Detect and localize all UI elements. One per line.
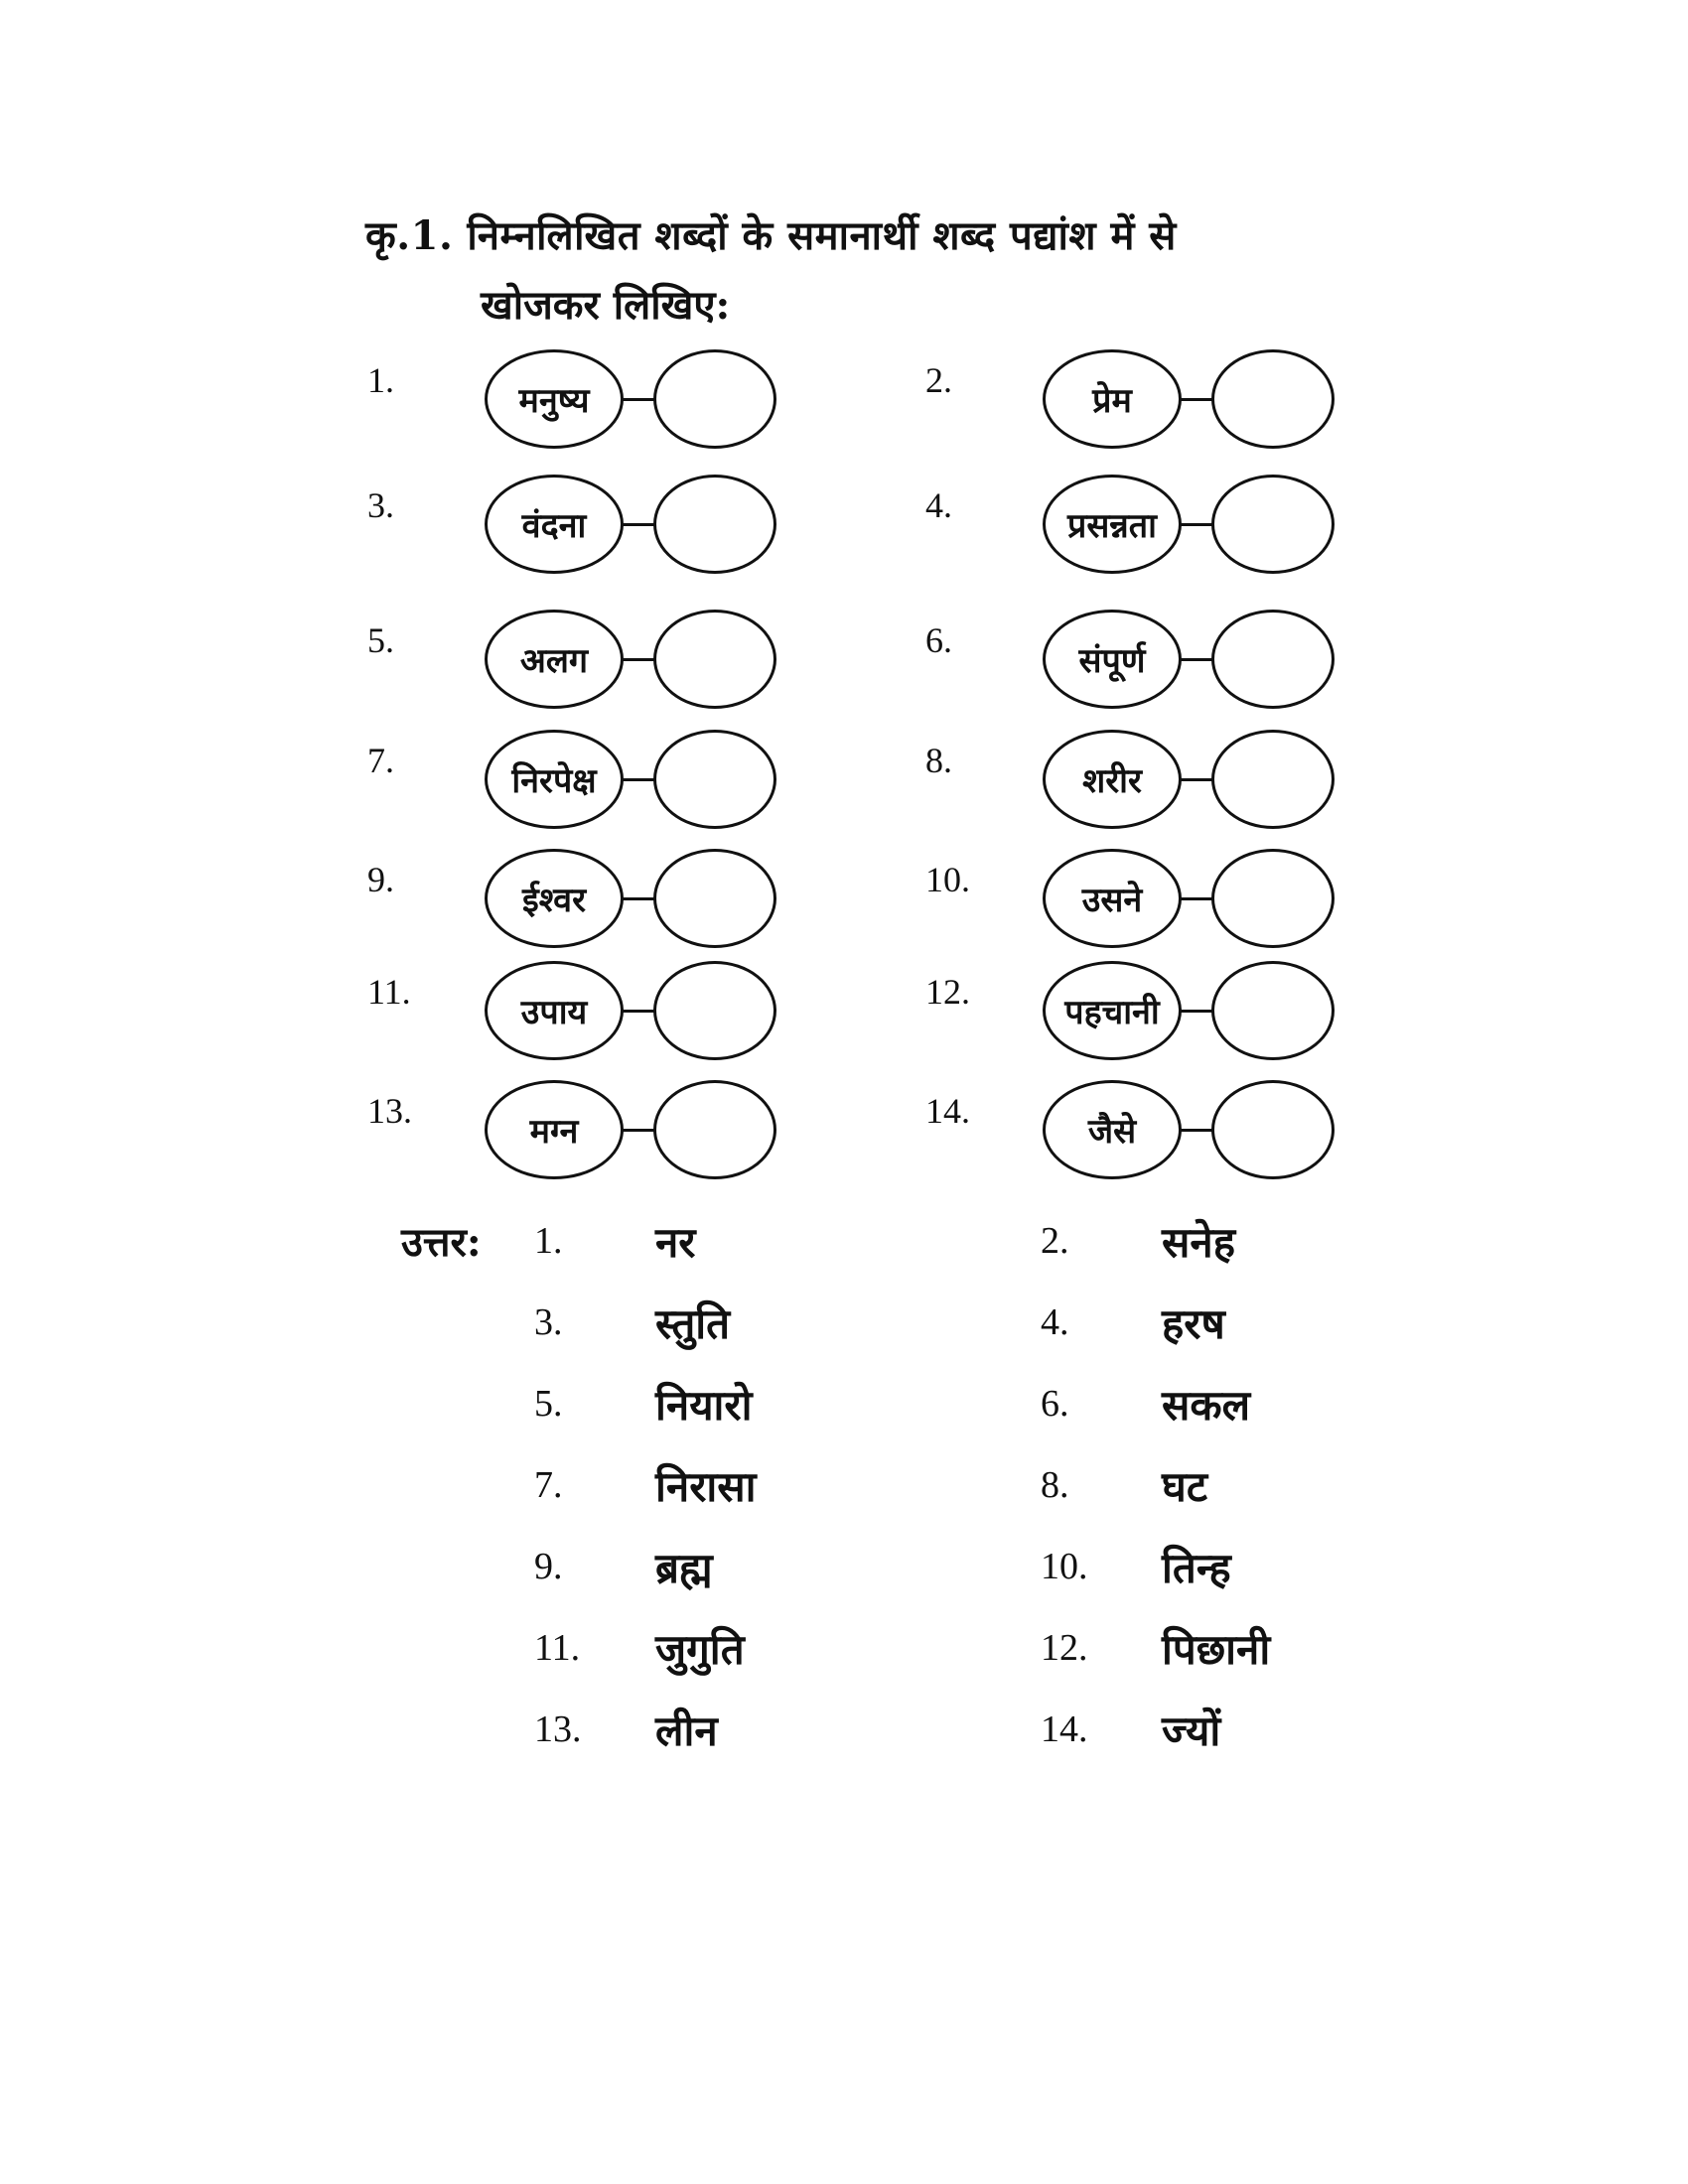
- item-number: 7.: [367, 741, 394, 780]
- answer-blank-oval[interactable]: [1211, 349, 1335, 449]
- answer-blank-oval[interactable]: [1211, 610, 1335, 709]
- connector-line: [1180, 778, 1213, 781]
- answer-word: ज्यों: [1162, 1706, 1221, 1755]
- answer-word: नियारो: [655, 1381, 753, 1430]
- word-item: [925, 610, 1342, 719]
- item-number: 10.: [925, 860, 970, 899]
- answer-word: सकल: [1162, 1381, 1251, 1430]
- answer-blank-oval[interactable]: [1211, 1080, 1335, 1179]
- answer-number: 5.: [534, 1383, 563, 1425]
- word-item: [367, 849, 784, 958]
- answer-blank-oval[interactable]: [653, 475, 776, 574]
- word-oval: [1043, 961, 1182, 1060]
- word-item: [925, 961, 1342, 1070]
- word-label: मग्न: [529, 1112, 579, 1152]
- answer-number: 4.: [1041, 1301, 1069, 1343]
- word-label: संपूर्ण: [1078, 641, 1146, 681]
- answer-number: 7.: [534, 1464, 563, 1506]
- question-number: कृ.1.: [365, 212, 454, 259]
- word-oval: [1043, 1080, 1182, 1179]
- item-number: 5.: [367, 620, 394, 660]
- answer-number: 14.: [1041, 1708, 1088, 1750]
- connector-line: [622, 1010, 655, 1013]
- answer-number: 13.: [534, 1708, 582, 1750]
- connector-line: [1180, 1010, 1213, 1013]
- answer-word: घट: [1162, 1462, 1207, 1511]
- answer-blank-oval[interactable]: [1211, 730, 1335, 829]
- item-number: 14.: [925, 1091, 970, 1131]
- word-pair: [485, 475, 782, 578]
- word-pair: [485, 961, 782, 1064]
- question-title: [365, 206, 1177, 261]
- connector-line: [1180, 658, 1213, 661]
- answer-word: सनेह: [1162, 1218, 1236, 1267]
- answer-blank-oval[interactable]: [653, 961, 776, 1060]
- answer-blank-oval[interactable]: [653, 1080, 776, 1179]
- item-number: 13.: [367, 1091, 412, 1131]
- answer-blank-oval[interactable]: [653, 610, 776, 709]
- item-number: 1.: [367, 360, 394, 400]
- item-number: 6.: [925, 620, 952, 660]
- word-label: पहचानी: [1064, 993, 1160, 1032]
- word-item: [367, 349, 784, 459]
- word-pair: [1043, 1080, 1340, 1183]
- answer-blank-oval[interactable]: [653, 349, 776, 449]
- answer-word: पिछानी: [1162, 1625, 1271, 1674]
- word-pair: [1043, 475, 1340, 578]
- item-number: 11.: [367, 972, 411, 1012]
- connector-line: [622, 398, 655, 401]
- connector-line: [622, 897, 655, 900]
- word-pair: [485, 1080, 782, 1183]
- word-label: जैसे: [1087, 1112, 1137, 1152]
- connector-line: [622, 1129, 655, 1132]
- item-number: 2.: [925, 360, 952, 400]
- answer-blank-oval[interactable]: [653, 849, 776, 948]
- question-subtitle: खोजकर लिखिए:: [481, 282, 731, 329]
- word-oval: [1043, 730, 1182, 829]
- item-number: 9.: [367, 860, 394, 899]
- word-pair: [485, 610, 782, 713]
- connector-line: [622, 658, 655, 661]
- answer-number: 1.: [534, 1220, 563, 1262]
- word-item: [367, 961, 784, 1070]
- word-oval: [485, 1080, 624, 1179]
- connector-line: [622, 778, 655, 781]
- word-item: [367, 730, 784, 839]
- word-item: [925, 349, 1342, 459]
- word-oval: [485, 849, 624, 948]
- answer-number: 12.: [1041, 1627, 1088, 1669]
- word-oval: [485, 610, 624, 709]
- word-item: [367, 475, 784, 584]
- answer-word: नर: [655, 1218, 696, 1267]
- word-item: [367, 610, 784, 719]
- answer-number: 10.: [1041, 1546, 1088, 1587]
- word-label: ईश्वर: [522, 881, 586, 920]
- answer-number: 6.: [1041, 1383, 1069, 1425]
- connector-line: [1180, 398, 1213, 401]
- word-pair: [1043, 961, 1340, 1064]
- word-oval: [1043, 475, 1182, 574]
- item-number: 8.: [925, 741, 952, 780]
- answer-word: लीन: [655, 1706, 718, 1755]
- word-label: प्रसन्नता: [1067, 506, 1157, 546]
- word-pair: [1043, 610, 1340, 713]
- answer-number: 8.: [1041, 1464, 1069, 1506]
- word-label: निरपेक्ष: [511, 761, 597, 801]
- word-oval: [485, 349, 624, 449]
- item-number: 4.: [925, 485, 952, 525]
- answer-word: तिन्ह: [1162, 1544, 1231, 1592]
- item-number: 12.: [925, 972, 970, 1012]
- word-label: वंदना: [521, 506, 587, 546]
- answer-number: 9.: [534, 1546, 563, 1587]
- word-label: उपाय: [520, 993, 588, 1032]
- word-pair: [1043, 349, 1340, 453]
- connector-line: [1180, 1129, 1213, 1132]
- answer-word: जुगुति: [655, 1625, 745, 1674]
- word-oval: [1043, 610, 1182, 709]
- answer-number: 3.: [534, 1301, 563, 1343]
- answers-label: उत्तर:: [401, 1219, 482, 1266]
- item-number: 3.: [367, 485, 394, 525]
- word-pair: [485, 730, 782, 833]
- word-pair: [485, 849, 782, 952]
- word-item: [925, 1080, 1342, 1189]
- word-label: मनुष्य: [518, 381, 590, 421]
- answer-blank-oval[interactable]: [1211, 849, 1335, 948]
- word-label: शरीर: [1082, 761, 1142, 801]
- word-oval: [485, 475, 624, 574]
- answer-number: 2.: [1041, 1220, 1069, 1262]
- answer-blank-oval[interactable]: [653, 730, 776, 829]
- connector-line: [622, 523, 655, 526]
- answer-number: 11.: [534, 1627, 581, 1669]
- word-pair: [485, 349, 782, 453]
- answer-word: निरासा: [655, 1462, 757, 1511]
- word-label: अलग: [519, 641, 589, 681]
- answer-blank-oval[interactable]: [1211, 475, 1335, 574]
- answer-word: ब्रह्म: [655, 1544, 713, 1592]
- word-item: [925, 849, 1342, 958]
- connector-line: [1180, 897, 1213, 900]
- word-item: [925, 475, 1342, 584]
- word-oval: [1043, 349, 1182, 449]
- word-label: उसने: [1081, 881, 1143, 920]
- question-text: निम्नलिखित शब्दों के समानार्थी शब्द पद्यांश में से: [467, 212, 1177, 259]
- answer-word: हरष: [1162, 1299, 1225, 1348]
- word-pair: [1043, 730, 1340, 833]
- word-pair: [1043, 849, 1340, 952]
- connector-line: [1180, 523, 1213, 526]
- word-oval: [485, 730, 624, 829]
- word-oval: [485, 961, 624, 1060]
- word-item: [925, 730, 1342, 839]
- answer-blank-oval[interactable]: [1211, 961, 1335, 1060]
- word-label: प्रेम: [1092, 381, 1132, 421]
- word-item: [367, 1080, 784, 1189]
- word-oval: [1043, 849, 1182, 948]
- answer-word: स्तुति: [655, 1299, 731, 1348]
